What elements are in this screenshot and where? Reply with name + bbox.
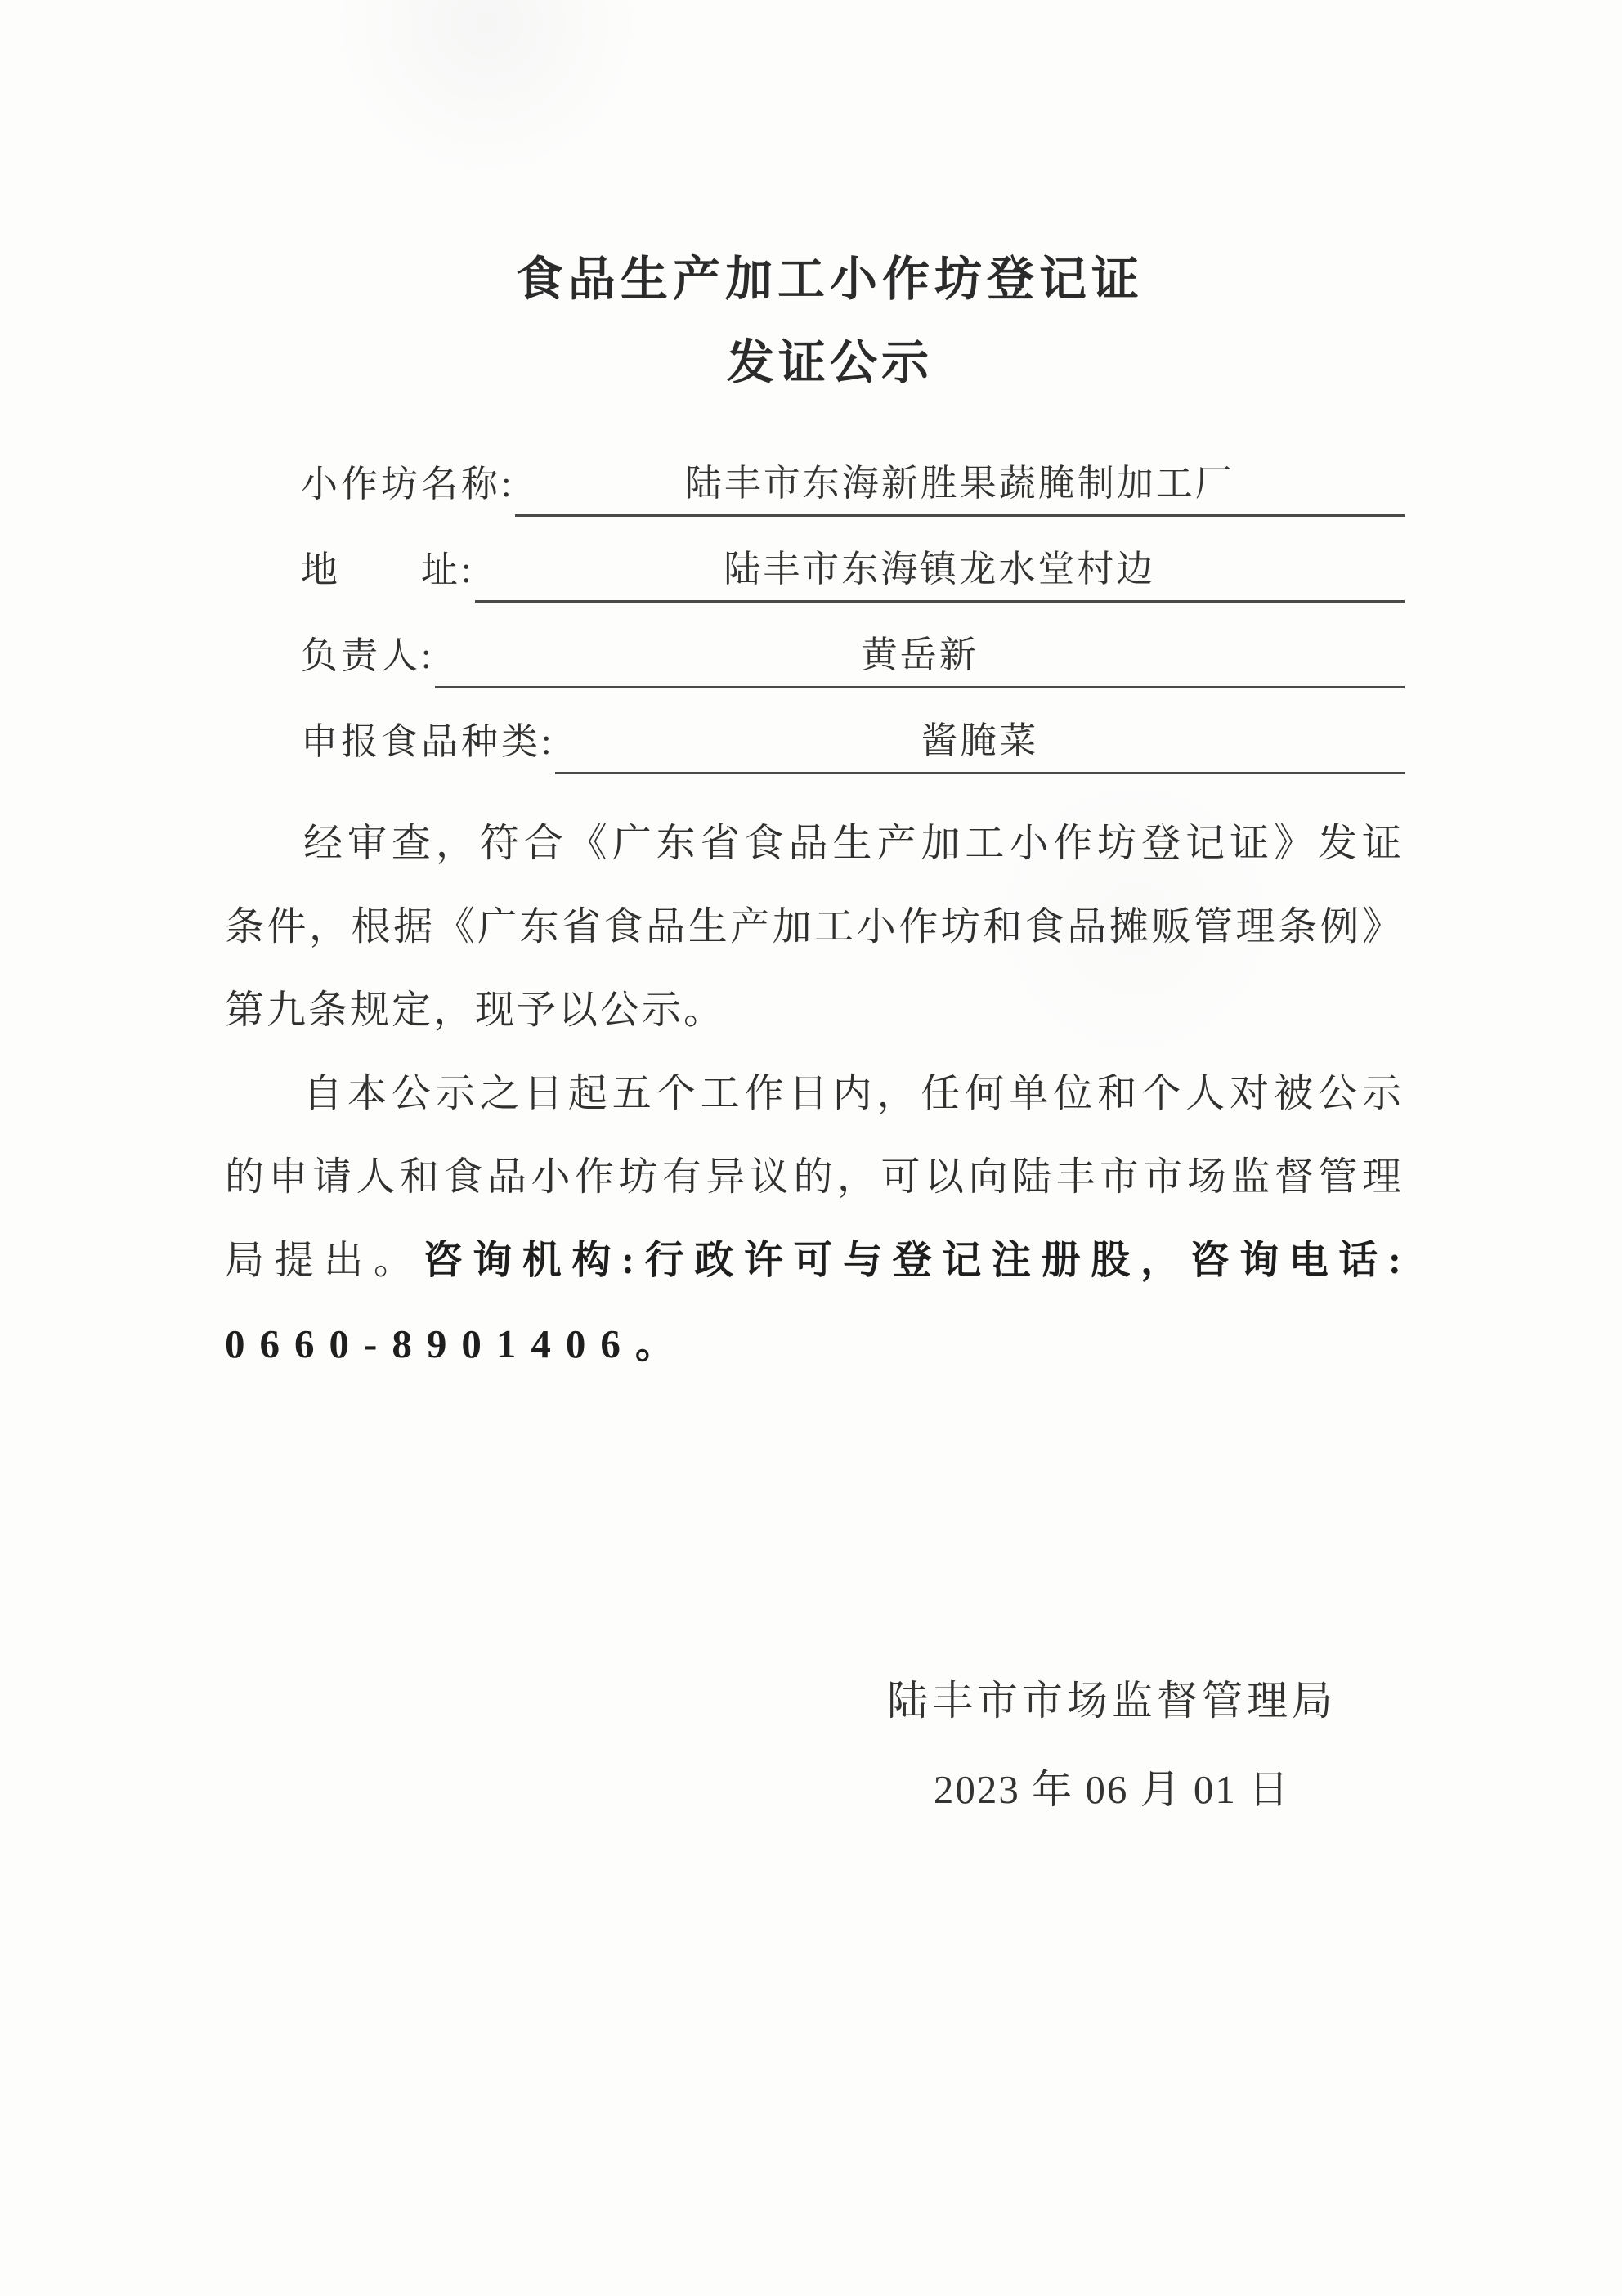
workshop-name-label: 小作坊名称: [301, 464, 515, 504]
person-in-charge-value: 黄岳新 [435, 625, 1405, 688]
declared-food-category-value: 酱腌菜 [555, 711, 1405, 774]
announcement-body [225, 802, 1404, 1387]
field-row-person-in-charge [301, 603, 1405, 688]
paragraph2-line4 [225, 1303, 1404, 1387]
consult-phone-number: 0660-8901406。 [225, 1321, 690, 1366]
field-row-workshop-name [301, 431, 1405, 517]
paragraph2-line3 [225, 1219, 1404, 1303]
paragraph2-line2: 的申请人和食品小作坊有异议的，可以向陆丰市市场监督管理 [225, 1155, 1404, 1199]
document-title: 食品生产加工小作坊登记证 [515, 253, 1144, 306]
paragraph2-line3-normal-text: 局提出。 [225, 1239, 423, 1282]
paragraph1-line2: 条件，根据《广东省食品生产加工小作坊和食品摊贩管理条例》 [225, 905, 1404, 948]
paragraph1-line1: 经审查，符合《广东省食品生产加工小作坊登记证》发证 [303, 822, 1404, 865]
workshop-name-value: 陆丰市东海新胜果蔬腌制加工厂 [515, 453, 1405, 517]
field-row-declared-food-category [301, 688, 1405, 774]
address-label: 地 址: [301, 549, 475, 590]
document-subtitle: 发证公示 [726, 336, 933, 389]
paragraph2-line3-bold-text: 咨询机构:行政许可与登记注册股，咨询电话: [423, 1239, 1404, 1282]
field-row-address [301, 517, 1405, 603]
signature-date: 2023 年 06 月 01 日 [933, 1767, 1291, 1812]
paragraph1-line3: 第九条规定，现予以公示。 [225, 989, 726, 1032]
declared-food-category-label: 申报食品种类: [301, 721, 555, 762]
address-value: 陆丰市东海镇龙水堂村边 [475, 539, 1405, 603]
registration-fields [301, 431, 1405, 774]
person-in-charge-label: 负责人: [301, 635, 435, 676]
paragraph2-line1: 自本公示之日起五个工作日内，任何单位和个人对被公示 [303, 1072, 1404, 1115]
signature-organization: 陆丰市市场监督管理局 [887, 1678, 1337, 1724]
